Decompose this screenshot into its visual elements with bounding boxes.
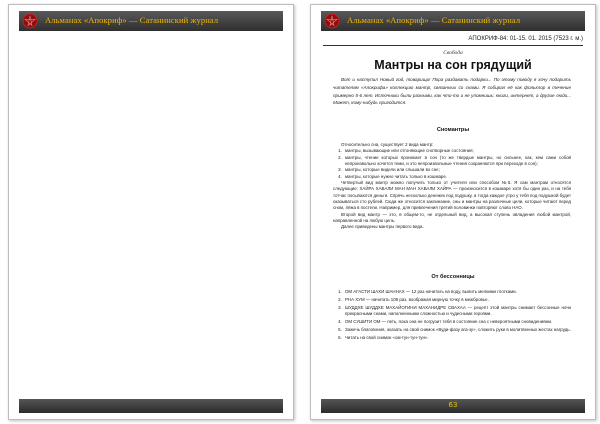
footer-bar <box>321 399 585 413</box>
issue-divider <box>323 45 583 46</box>
subheading-snomantry: Сномантры <box>436 127 470 133</box>
list-item: 3. ШУДДХЕ ШУДДХЕ МАХАЙОГИНИ МАХАНИДРЕ СВАХАА — рецепт этой мантры снимает бессонные ночи прекрасными снами, наполненными сложностью и чудесными героями. <box>343 305 571 318</box>
list-item: 2. РНА ХУМ — начитать 108 раз, воображая мирную точку в межбровье. <box>343 297 571 303</box>
footer-bar <box>19 399 283 413</box>
pentagram-logo-icon <box>324 13 340 29</box>
list-item: 3. мантры, которые видели или слышали во сне; <box>343 167 571 173</box>
article-title: Мантры на сон грядущий <box>374 58 532 72</box>
list-item: 4. мантры, которые нужно читать только в кошмаре. <box>343 174 571 180</box>
list-item: 6. Читать на свой снимок «ом-тун-тун-тун». <box>343 335 571 341</box>
list-item: 5. Зажечь благовония, оказать на свой снимок «Вуди-фазу ага-зу», сложить руки в молитвенных жестах нагрудь. <box>343 327 571 333</box>
mantra-types-list <box>333 148 571 180</box>
paragraph: Второй вид мантр — это, в общем-то, не отдельный вид, а высокая ступень овладения любой мантрой, направленной на любую цель. <box>333 211 571 224</box>
paragraph: Относительно сна, существует 2 вида мантр: <box>341 142 434 147</box>
list-item: 4. ОМ СУШИТИ ОМ — петь, пока она не погрузит тебя в состояние сна с невероятными сновидениями. <box>343 319 571 325</box>
list-item: 2. мантры, чтение которых проникает в сон (то же твердые мантры, но сильнее, как, кем сами собой непроизвольно хочется теми, и это непроизвольные чтения сохраняются при переходе в сон); <box>343 155 571 168</box>
list-item: 1. мантры, вызывающие или отгоняющие снотворные состояния; <box>343 148 571 154</box>
section-snomantry-body <box>333 142 571 231</box>
subheading-insomnia: От бессонницы <box>431 274 475 280</box>
header-bar <box>19 11 283 31</box>
paragraph: Четвертый вид мантр можно получить только от учителя или способом №5. Я сам мантрам относятся следующие: ХАЙРА ХАВАЛИ МАН МАН ХАВАЛИ ХАЙРА — произносится в кошмаре хотя бы один раз, и на тебя тотчас посыпаются деньги. Спрячь несколько денежек под подушку, а тогда каждое утро у тебя под подушкой будет оказываться сто рублей. Сюда же относится заклинание, сны и мантры на различные цели, которые читают перед сном, лёжа в постели. Например, для привлечения третий половинки повторяют слово НАО. <box>333 180 571 211</box>
right-page <box>310 4 596 420</box>
insomnia-mantras-list <box>333 289 571 341</box>
header-bar <box>321 11 585 31</box>
header-title: Альманах «Апокриф» — Сатанинский журнал <box>347 15 521 25</box>
section-label: Свобода <box>443 50 463 56</box>
list-item: 1. ОМ АГАСТИ ШАХИ ШАННАХ — 12 раз начитать на воду, выпить мелкими глотками. <box>343 289 571 295</box>
left-page <box>8 4 294 420</box>
issue-line: АПОКРИФ-84: 01-15. 01. 2015 (7523 г. м.) <box>468 36 583 42</box>
header-title: Альманах «Апокриф» — Сатанинский журнал <box>45 15 219 25</box>
page-number: 63 <box>448 401 458 409</box>
paragraph: Далее приведены мантры первого вида. <box>341 224 424 230</box>
section-insomnia-body <box>333 289 571 342</box>
pentagram-logo-icon <box>22 13 38 29</box>
article-intro: Вот и наступил Новый год, товарищи! Пора раздавать подарки... По этому поводу я хочу подарить читателям «Апокрифа» коллекцию мантр, связанных со снами. Я собирал её как фольклор в течение примерно 5-6 лет. Источники были разными, как что-то и не упомнишь: книги, интернет, а другие люди... Может, кому-нибудь пригодится. <box>333 77 571 106</box>
